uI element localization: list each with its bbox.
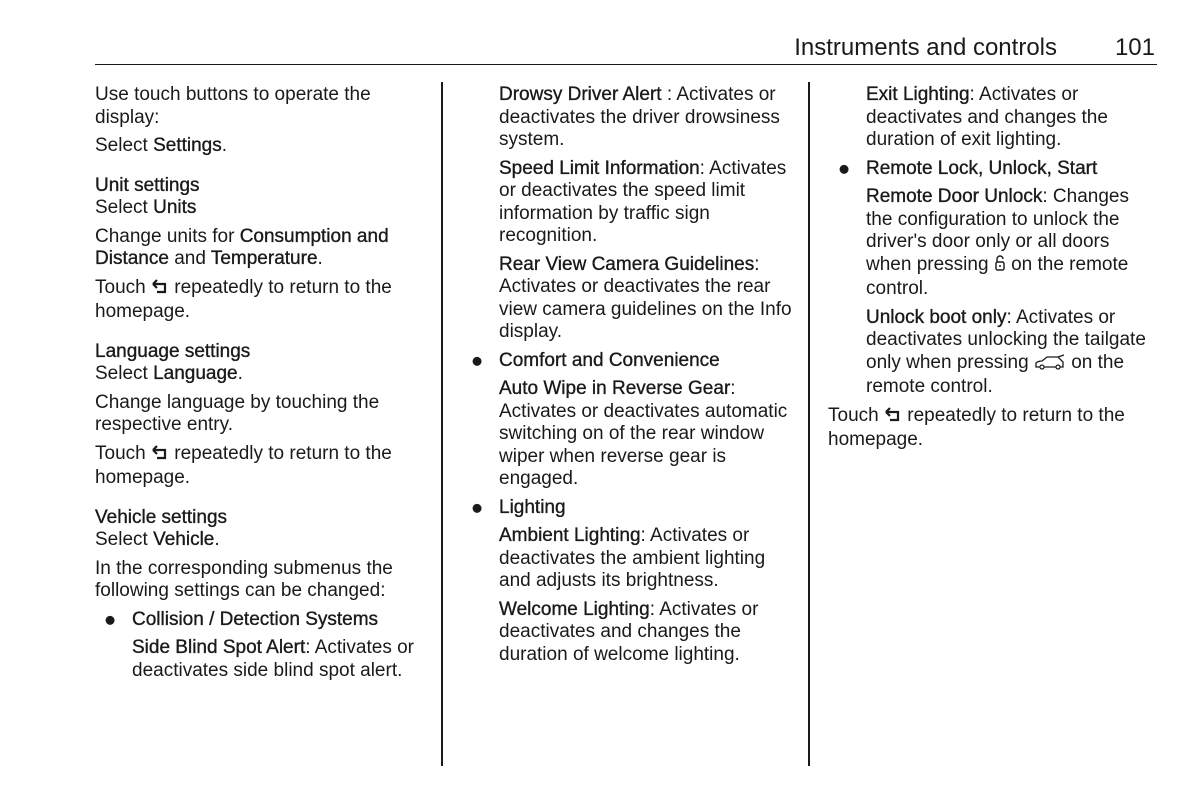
touch-return-paragraph: [95, 277, 420, 324]
text: repeatedly to return to the homepage.: [828, 404, 1125, 450]
back-arrow-icon: [151, 279, 169, 302]
exit-lighting-paragraph: [866, 84, 1158, 152]
list-item: [104, 608, 420, 632]
text: : Activates or deactivates automatic switching on of the rear window wiper when reverse gear is engaged.: [499, 378, 788, 489]
text: Touch: [95, 276, 151, 298]
list-item: [471, 349, 799, 373]
bullet-dot-icon: ●: [838, 157, 851, 180]
welcome-term: Welcome Lighting: [499, 598, 650, 620]
text: .: [237, 363, 243, 384]
auto-wipe-term: Auto Wipe in Reverse Gear: [499, 378, 731, 399]
bullet-label: Remote Lock, Unlock, Start: [866, 157, 1098, 179]
back-arrow-icon: [884, 407, 902, 430]
touch-return-paragraph: [95, 443, 420, 490]
speed-limit-term: Speed Limit Information: [499, 157, 700, 179]
drowsy-term: Drowsy Driver Alert: [499, 84, 662, 105]
select-language-paragraph: [95, 363, 420, 386]
remote-door-term: Remote Door Unlock: [866, 186, 1043, 207]
bullet-dot-icon: ●: [471, 496, 484, 519]
text: .: [221, 135, 228, 156]
car-tailgate-icon: [1034, 354, 1066, 377]
column-divider-1: [441, 82, 443, 766]
change-language-paragraph: Change language by touching the respective entry.: [95, 391, 380, 435]
text: Touch: [95, 442, 151, 464]
auto-wipe-paragraph: [499, 378, 799, 491]
text: on the remote control.: [866, 351, 1125, 397]
consumption-term: Consumption and Distance: [95, 225, 389, 269]
list-item: [838, 157, 1158, 181]
bullet-label: Lighting: [499, 496, 566, 518]
column-divider-2: [808, 82, 810, 766]
text: : Activates or deactivates the speed limit information by traffic sign recognition.: [499, 157, 787, 246]
text: .: [214, 529, 220, 550]
blind-spot-term: Side Blind Spot Alert: [132, 637, 306, 658]
language-settings-heading: Language settings: [95, 340, 251, 362]
units-term: Units: [153, 197, 197, 218]
column-3: [828, 84, 1158, 458]
text: repeatedly to return to the homepage.: [95, 276, 392, 322]
text: : Activates or deactivates and changes the duration of exit lighting.: [866, 84, 1108, 150]
ambient-paragraph: [499, 525, 799, 593]
text: .: [317, 248, 323, 269]
unlock-padlock-icon: [994, 254, 1006, 279]
temperature-term: Temperature: [210, 248, 318, 269]
unlock-boot-term: Unlock boot only: [866, 306, 1007, 328]
select-units-paragraph: [95, 197, 420, 220]
ambient-term: Ambient Lighting: [499, 525, 641, 546]
change-units-paragraph: [95, 226, 420, 271]
rear-camera-paragraph: [499, 254, 799, 344]
text: : Activates or deactivates side blind spot alert.: [132, 637, 414, 681]
bullet-label: Collision / Detection Systems: [132, 608, 379, 630]
bullet-label: Comfort and Convenience: [499, 349, 720, 371]
text: on the remote control.: [866, 253, 1129, 299]
text: and: [168, 248, 211, 269]
bullet-dot-icon: ●: [471, 349, 484, 372]
settings-term: Settings: [153, 135, 222, 156]
bullet-dot-icon: ●: [104, 608, 117, 631]
drowsy-paragraph: [499, 84, 799, 152]
column-1: [95, 84, 420, 688]
language-term: Language: [153, 363, 238, 384]
select-settings-paragraph: [95, 135, 420, 158]
text: Touch: [828, 404, 884, 426]
text: Select: [95, 197, 154, 218]
select-vehicle-paragraph: [95, 529, 420, 552]
welcome-paragraph: [499, 599, 799, 667]
unit-settings-heading: Unit settings: [95, 174, 200, 196]
text: : Activates or deactivates the rear view camera guidelines on the Info display.: [499, 253, 792, 342]
list-item: [471, 496, 799, 520]
text: Change units for: [95, 225, 240, 247]
remote-door-paragraph: [866, 186, 1158, 301]
touch-return-paragraph: [828, 405, 1158, 452]
back-arrow-icon: [151, 445, 169, 468]
text: Select: [95, 363, 154, 384]
header-title: Instruments and controls: [794, 34, 1057, 61]
text: : Activates or deactivates and changes the duration of welcome lighting.: [499, 598, 759, 665]
vehicle-term: Vehicle: [153, 529, 215, 550]
intro-paragraph: Use touch buttons to operate the display:: [95, 84, 371, 128]
unlock-boot-paragraph: [866, 307, 1158, 399]
text: Select: [95, 135, 154, 156]
blind-spot-paragraph: [132, 637, 420, 682]
text: repeatedly to return to the homepage.: [95, 442, 392, 488]
vehicle-settings-heading: Vehicle settings: [95, 506, 228, 528]
text: Select: [95, 529, 154, 550]
page-number: 101: [1114, 34, 1155, 61]
rear-camera-term: Rear View Camera Guidelines: [499, 253, 755, 275]
text: : Changes the configuration to unlock the driver's door only or all doors when pressing: [866, 186, 1129, 275]
text: : Activates or deactivates the ambient lighting and adjusts its brightness.: [499, 525, 766, 591]
text: : Activates or deactivates the driver drowsiness system.: [499, 84, 780, 150]
text: : Activates or deactivates unlocking the tailgate only when pressing: [866, 306, 1146, 373]
page-header: [95, 34, 1157, 65]
exit-term: Exit Lighting: [866, 84, 970, 105]
submenus-paragraph: In the corresponding submenus the following settings can be changed:: [95, 557, 393, 601]
column-2: [471, 84, 799, 672]
speed-limit-paragraph: [499, 158, 799, 248]
